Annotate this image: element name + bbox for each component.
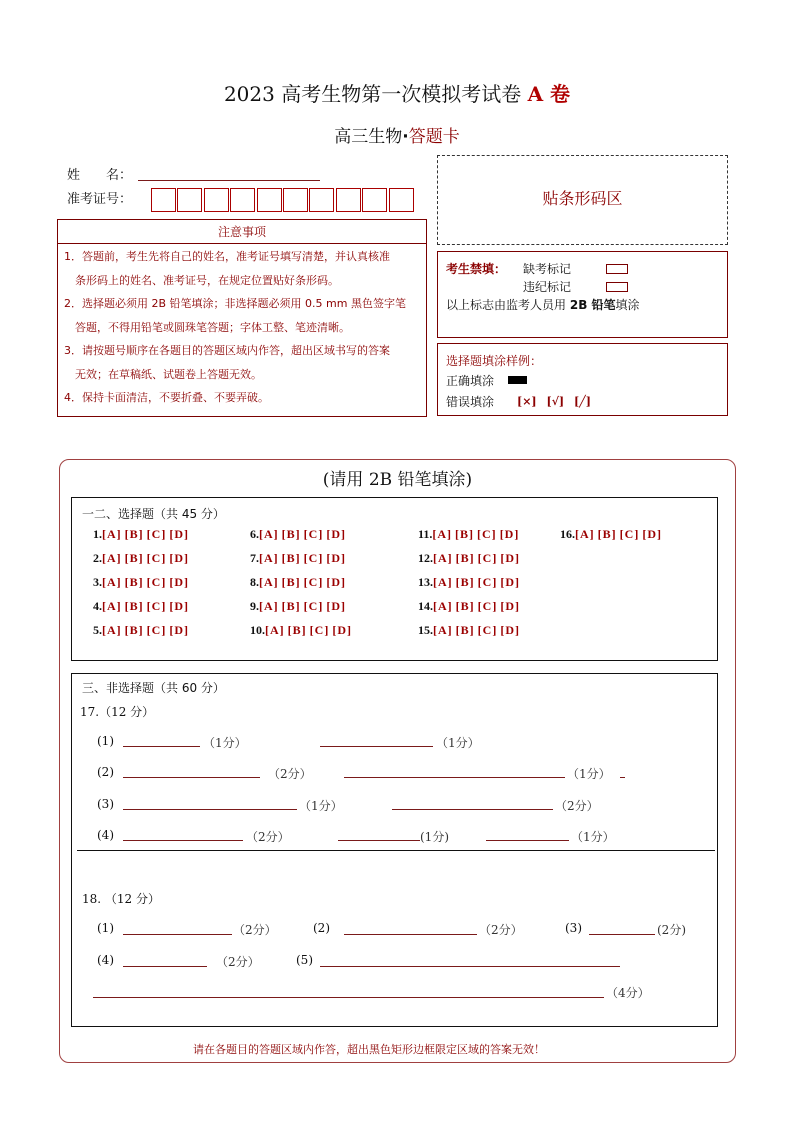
wrong-mark: [×] [517,395,537,408]
choice-option-bubble[interactable]: [D] [326,575,347,589]
question-divider [77,850,715,851]
q17-4a-score: （2分） [246,830,290,844]
question-number: 16. [560,527,575,541]
choice-option-bubble[interactable]: [B] [597,527,617,541]
question-number: 14. [418,599,433,613]
choice-question [418,551,523,566]
choice-option-bubble[interactable]: [B] [124,575,144,589]
choice-option-bubble[interactable]: [D] [500,551,521,565]
id-digit-box[interactable] [283,188,308,212]
choice-section-title: 一二、选择题（共 45 分） [82,507,225,521]
q17-2-trailing-line [620,777,625,778]
id-label: 准考证号： [67,192,133,207]
choice-option-bubble[interactable]: [C] [477,551,498,565]
choice-question [250,551,349,566]
q17-1a-answer-line[interactable] [123,746,200,747]
q17-4a-answer-line[interactable] [123,840,243,841]
id-digit-box[interactable] [151,188,176,212]
choice-option-bubble[interactable]: [A] [102,623,122,637]
notice-item: 1．答题前，考生先将自己的姓名，准考证号填写清楚，并认真核准 [64,250,390,263]
choice-option-bubble[interactable]: [D] [500,599,521,613]
choice-option-bubble[interactable]: [D] [500,575,521,589]
question-number: 1. [93,527,102,541]
question-number: 12. [418,551,433,565]
notice-item: 答题，不得用铅笔或圆珠笔答题；字体工整、笔迹清晰。 [64,320,350,334]
choice-option-bubble[interactable]: [A] [259,575,279,589]
forbidden-note [446,296,640,313]
id-digit-box[interactable] [309,188,334,212]
id-digit-box[interactable] [230,188,255,212]
choice-option-bubble[interactable]: [D] [169,599,190,613]
question-number: 6. [250,527,259,541]
choice-option-bubble[interactable]: [A] [433,623,453,637]
choice-option-bubble[interactable]: [D] [500,623,521,637]
q18-2-answer-line[interactable] [344,934,477,935]
note-bold: 2B 铅笔 [569,298,616,312]
choice-option-bubble[interactable]: [A] [433,551,453,565]
choice-option-bubble[interactable]: [C] [146,551,167,565]
choice-option-bubble[interactable]: [A] [259,527,279,541]
choice-option-bubble[interactable]: [A] [433,599,453,613]
choice-option-bubble[interactable]: [C] [309,623,330,637]
choice-option-bubble[interactable]: [B] [124,551,144,565]
q17-part-label: (3) [97,797,114,811]
question-number: 2. [93,551,102,565]
choice-question [93,551,192,566]
choice-option-bubble[interactable]: [B] [281,575,301,589]
violation-mark-label: 违纪标记 [523,280,572,294]
absent-mark-box[interactable] [606,264,628,274]
forbidden-label: 考生禁填： [446,262,507,276]
choice-option-bubble[interactable]: [D] [169,575,190,589]
q17-1a-score: （1分） [203,736,247,750]
choice-option-bubble[interactable]: [B] [124,599,144,613]
violation-mark-box[interactable] [606,282,628,292]
question-number: 8. [250,575,259,589]
q18-5-answer-line-2[interactable] [93,997,604,998]
q18-5-answer-line[interactable] [320,966,620,967]
question-number: 3. [93,575,102,589]
choice-question [250,623,355,638]
q18-4-score: （2分） [216,955,260,969]
choice-option-bubble[interactable]: [B] [281,599,301,613]
choice-option-bubble[interactable]: [C] [303,599,324,613]
choice-option-bubble[interactable]: [B] [281,527,301,541]
wrong-fill-label: 错误填涂 [446,395,495,409]
choice-option-bubble[interactable]: [D] [326,551,347,565]
choice-option-bubble[interactable]: [B] [287,623,307,637]
name-field[interactable] [138,180,320,181]
question-number: 10. [250,623,265,637]
id-digit-box[interactable] [177,188,202,212]
id-digit-box[interactable] [362,188,387,212]
id-digit-box[interactable] [336,188,361,212]
choice-question [93,527,192,542]
example-title: 选择题填涂样例： [446,354,543,368]
subtitle-suffix: 答题卡 [408,127,460,147]
choice-option-bubble[interactable]: [C] [146,599,167,613]
choice-option-bubble[interactable]: [C] [146,527,167,541]
question-number: 13. [418,575,433,589]
correct-fill-label: 正确填涂 [446,374,495,388]
choice-option-bubble[interactable]: [A] [265,623,285,637]
q17-part-label: (1) [97,734,114,748]
q18-3-answer-line[interactable] [589,934,655,935]
q17-3b-score: （2分） [555,799,599,813]
choice-option-bubble[interactable]: [A] [102,551,122,565]
choice-question [93,623,192,638]
q17-1b-answer-line[interactable] [320,746,433,747]
choice-option-bubble[interactable]: [D] [169,527,190,541]
choice-option-bubble[interactable]: [B] [455,551,475,565]
choice-option-bubble[interactable]: [C] [303,551,324,565]
choice-option-bubble[interactable]: [B] [124,623,144,637]
notice-item: 3．请按题号顺序在各题目的答题区域内作答，超出区域书写的答案 [64,344,390,357]
absent-mark-label: 缺考标记 [523,262,572,276]
title-text: 2023 高考生物第一次模拟考试卷 [223,82,522,106]
choice-option-bubble[interactable]: [A] [259,599,279,613]
choice-question [418,575,523,590]
notice-heading: 注意事项 [217,225,266,239]
choice-option-bubble[interactable]: [B] [455,575,475,589]
q17-part-label: (4) [97,828,114,842]
answer-instruction: (请用 2B 铅笔填涂) [322,470,473,490]
correct-fill-sample [508,376,527,384]
choice-question [250,527,349,542]
choice-option-bubble[interactable]: [D] [169,551,190,565]
choice-question [418,527,522,542]
subtitle-dot: · [402,127,409,147]
choice-question [418,623,523,638]
q17-2b-answer-line[interactable] [344,777,565,778]
q18-2-score: （2分） [479,923,523,937]
note-suffix: 填涂 [615,298,640,312]
q18-1-answer-line[interactable] [123,934,232,935]
choice-option-bubble[interactable]: [A] [102,575,122,589]
q17-part-label: (2) [97,765,114,779]
q18-3-score: (2分) [657,923,686,937]
choice-option-bubble[interactable]: [B] [455,599,475,613]
wrong-mark: [╱] [573,395,592,408]
choice-option-bubble[interactable]: [C] [477,623,498,637]
choice-option-bubble[interactable]: [D] [326,527,347,541]
page-title [0,78,794,107]
question-number: 11. [418,527,433,541]
q18-part-label: (2) [313,921,330,935]
choice-option-bubble[interactable]: [A] [575,527,595,541]
question-number: 9. [250,599,259,613]
id-digit-box[interactable] [257,188,282,212]
choice-option-bubble[interactable]: [C] [146,575,167,589]
q17-2b-score: （1分） [567,767,611,781]
q18-title: 18. （12 分） [82,892,160,906]
notice-item: 4．保持卡面清洁，不要折叠、不要弄破。 [64,391,269,404]
choice-option-bubble[interactable]: [A] [432,527,453,541]
choice-option-bubble[interactable]: [B] [455,623,475,637]
choice-option-bubble[interactable]: [A] [259,551,279,565]
q17-4b-answer-line[interactable] [338,840,420,841]
id-digit-box[interactable] [389,188,414,212]
choice-question [93,575,192,590]
choice-option-bubble[interactable]: [D] [326,599,347,613]
choice-question [250,599,349,614]
q17-4c-answer-line[interactable] [486,840,569,841]
nonchoice-section-title: 三、非选择题（共 60 分） [82,681,225,695]
choice-option-bubble[interactable]: [C] [303,527,324,541]
q18-1-score: （2分） [233,923,277,937]
choice-question [418,599,523,614]
choice-option-bubble[interactable]: [B] [455,527,475,541]
choice-option-bubble[interactable]: [B] [281,551,301,565]
choice-option-bubble[interactable]: [D] [642,527,663,541]
choice-option-bubble[interactable]: [C] [303,575,324,589]
title-variant: A 卷 [527,82,571,106]
question-number: 4. [93,599,102,613]
question-number: 5. [93,623,102,637]
q17-2a-score: （2分） [268,767,312,781]
q18-part-label: (4) [97,953,114,967]
notice-item: 条形码上的姓名、准考证号，在规定位置贴好条形码。 [64,273,339,287]
choice-option-bubble[interactable]: [A] [102,599,122,613]
q17-title: 17.（12 分） [80,705,155,719]
choice-question [560,527,665,542]
notice-item: 无效；在草稿纸、试题卷上答题无效。 [64,367,262,381]
id-digit-box[interactable] [204,188,229,212]
question-number: 15. [418,623,433,637]
notice-item: 2．选择题必须用 2B 铅笔填涂；非选择题必须用 0.5 mm 黑色签字笔 [64,297,406,310]
name-label: 姓 名： [67,168,133,183]
choice-option-bubble[interactable]: [C] [477,527,497,541]
choice-question [93,599,192,614]
choice-question [250,575,349,590]
q18-part-label: (1) [97,921,114,935]
q17-3a-score: （1分） [299,799,343,813]
note-prefix: 以上标志由监考人员用 [446,298,567,312]
choice-option-bubble[interactable]: [C] [477,599,498,613]
q18-4-answer-line[interactable] [123,966,207,967]
choice-option-bubble[interactable]: [D] [499,527,520,541]
choice-option-bubble[interactable]: [B] [124,527,144,541]
choice-option-bubble[interactable]: [C] [619,527,640,541]
q18-part-label: (5) [296,953,313,967]
choice-option-bubble[interactable]: [C] [477,575,498,589]
choice-option-bubble[interactable]: [A] [433,575,453,589]
q18-5-score: （4分） [606,986,650,1000]
choice-option-bubble[interactable]: [C] [146,623,167,637]
q18-part-label: (3) [565,921,582,935]
q17-3a-answer-line[interactable] [123,809,297,810]
q17-4b-score: (1分) [420,830,449,844]
q17-3b-answer-line[interactable] [392,809,553,810]
choice-option-bubble[interactable]: [D] [332,623,353,637]
choice-option-bubble[interactable]: [D] [169,623,190,637]
wrong-mark: [√] [546,395,565,408]
q17-1b-score: （1分） [436,736,480,750]
notice-list [64,245,406,410]
choice-option-bubble[interactable]: [A] [102,527,122,541]
answer-area-footer: 请在各题目的答题区域内作答，超出黑色矩形边框限定区域的答案无效！ [193,1043,545,1056]
q17-4c-score: （1分） [571,830,615,844]
wrong-fill-samples [517,395,591,408]
page-subtitle [0,122,794,147]
question-number: 7. [250,551,259,565]
q17-2a-answer-line[interactable] [123,777,260,778]
subtitle-text: 高三生物 [334,127,403,147]
barcode-label: 贴条形码区 [542,189,623,208]
